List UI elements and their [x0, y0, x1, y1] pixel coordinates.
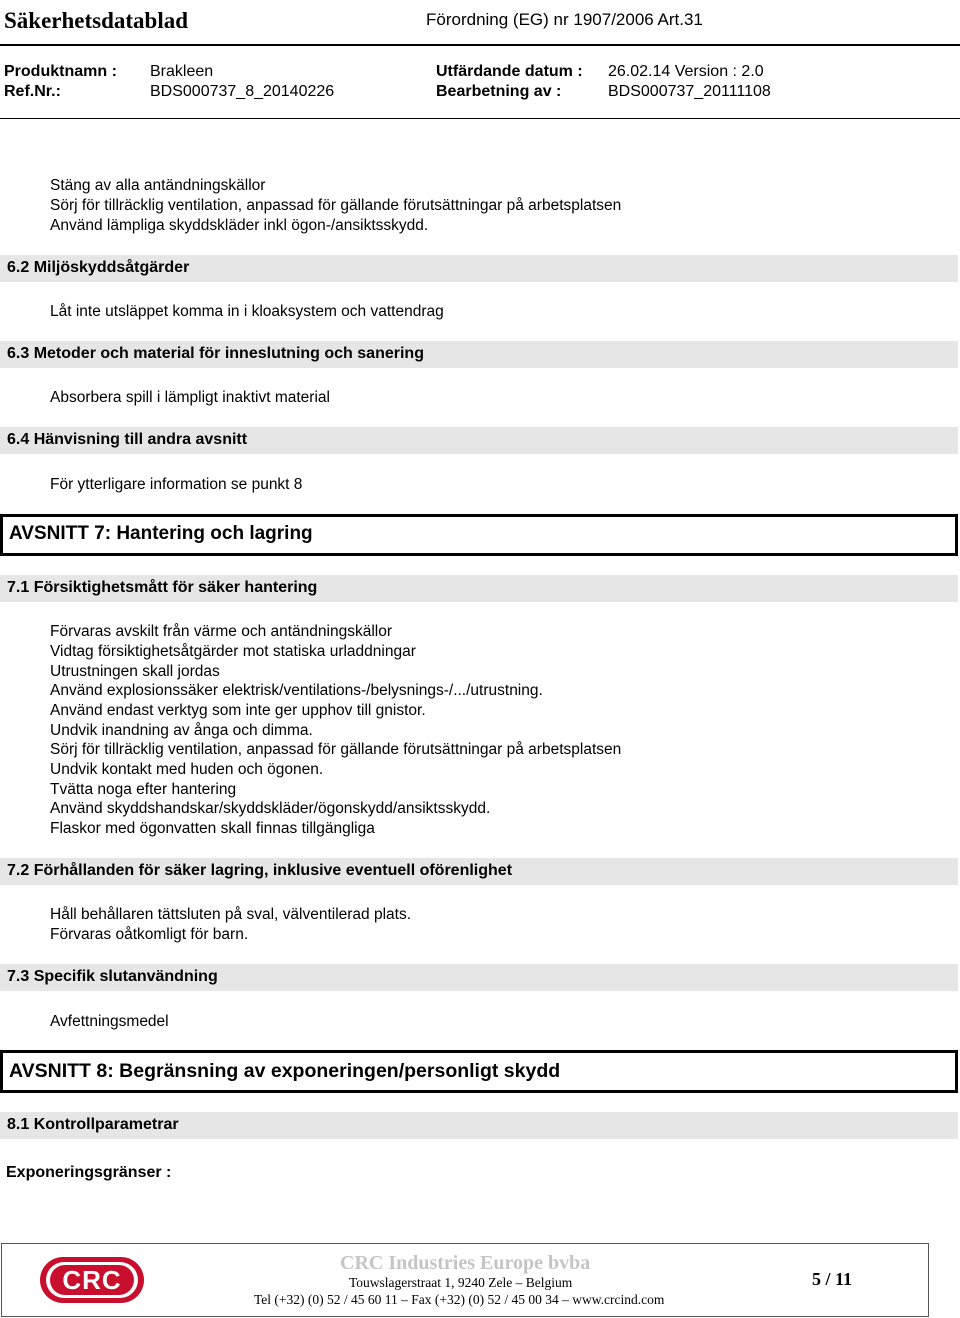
section-title-7: AVSNITT 7: Hantering och lagring — [0, 514, 958, 556]
issue-date-value: 26.02.14 Version : 2.0 — [608, 63, 764, 80]
subsection-heading-7-2: 7.2 Förhållanden för säker lagring, inklusive eventuell oförenlighet — [0, 858, 958, 885]
issue-date-label: Utfärdande datum : — [436, 63, 583, 80]
subsection-text: Absorbera spill i lämpligt inaktivt material — [50, 389, 330, 406]
handling-line: Undvik kontakt med huden och ögonen. — [50, 761, 324, 778]
handling-line: Vidtag försiktighetsåtgärder mot statiska urladdningar — [50, 643, 416, 660]
handling-line: Använd skyddshandskar/skyddskläder/ögonskydd/ansiktsskydd. — [50, 800, 491, 817]
subsection-text: Låt inte utsläppet komma in i kloaksystem och vattendrag — [50, 303, 444, 320]
exposure-limits-label: Exponeringsgränser : — [6, 1164, 172, 1181]
handling-line: Förvaras avskilt från värme och antändningskällor — [50, 623, 393, 640]
intro-line: Stäng av alla antändningskällor — [50, 177, 266, 194]
handling-line: Använd explosionssäker elektrisk/ventilations-/belysnings-/.../utrustning. — [50, 682, 543, 699]
handling-line: Tvätta noga efter hantering — [50, 781, 237, 798]
handling-line: Undvik inandning av ånga och dimma. — [50, 722, 313, 739]
subsection-heading-6-2: 6.2 Miljöskyddsåtgärder — [0, 255, 958, 282]
handling-line: Sörj för tillräcklig ventilation, anpassad för gällande förutsättningar på arbetsplatsen — [50, 741, 622, 758]
section-title-8: AVSNITT 8: Begränsning av exponeringen/personligt skydd — [0, 1050, 958, 1093]
page-number: 5 / 11 — [812, 1269, 853, 1289]
regulation-reference: Förordning (EG) nr 1907/2006 Art.31 — [426, 10, 703, 29]
company-address: Touwslagerstraat 1, 9240 Zele – Belgium — [349, 1275, 573, 1290]
subsection-heading-7-3: 7.3 Specifik slutanvändning — [0, 964, 958, 991]
company-contact: Tel (+32) (0) 52 / 45 60 11 – Fax (+32) (0) 52 / 45 00 34 – www.crcind.com — [254, 1292, 665, 1307]
handling-line: Utrustningen skall jordas — [50, 663, 220, 680]
handling-line: Använd endast verktyg som inte ger upphov till gnistor. — [50, 702, 426, 719]
intro-line: Sörj för tillräcklig ventilation, anpassad för gällande förutsättningar på arbetsplatsen — [50, 197, 622, 214]
intro-line: Använd lämpliga skyddskläder inkl ögon-/ansiktsskydd. — [50, 217, 429, 234]
edit-value: BDS000737_20111108 — [608, 83, 771, 100]
subsection-heading-6-4: 6.4 Hänvisning till andra avsnitt — [0, 427, 958, 454]
subsection-text: Avfettningsmedel — [50, 1013, 169, 1030]
company-name: CRC Industries Europe bvba — [340, 1252, 591, 1274]
product-value: Brakleen — [150, 63, 214, 80]
meta-divider — [0, 118, 960, 119]
handling-line: Flaskor med ögonvatten skall finnas tillgängliga — [50, 820, 375, 837]
subsection-heading-6-3: 6.3 Metoder och material för inneslutning och sanering — [0, 341, 958, 368]
subsection-heading-8-1: 8.1 Kontrollparametrar — [0, 1112, 958, 1139]
product-label: Produktnamn : — [4, 63, 117, 80]
ref-value: BDS000737_8_20140226 — [150, 83, 335, 100]
document-title: Säkerhetsdatablad — [4, 8, 189, 33]
storage-line: Förvaras oåtkomligt för barn. — [50, 926, 249, 943]
ref-label: Ref.Nr.: — [4, 83, 61, 100]
crc-logo: CRC — [40, 1257, 144, 1303]
edit-label: Bearbetning av : — [436, 83, 562, 100]
storage-line: Håll behållaren tättsluten på sval, välventilerad plats. — [50, 906, 412, 923]
header-divider — [0, 44, 960, 46]
subsection-heading-7-1: 7.1 Försiktighetsmått för säker hantering — [0, 575, 958, 602]
subsection-text: För ytterligare information se punkt 8 — [50, 476, 303, 493]
